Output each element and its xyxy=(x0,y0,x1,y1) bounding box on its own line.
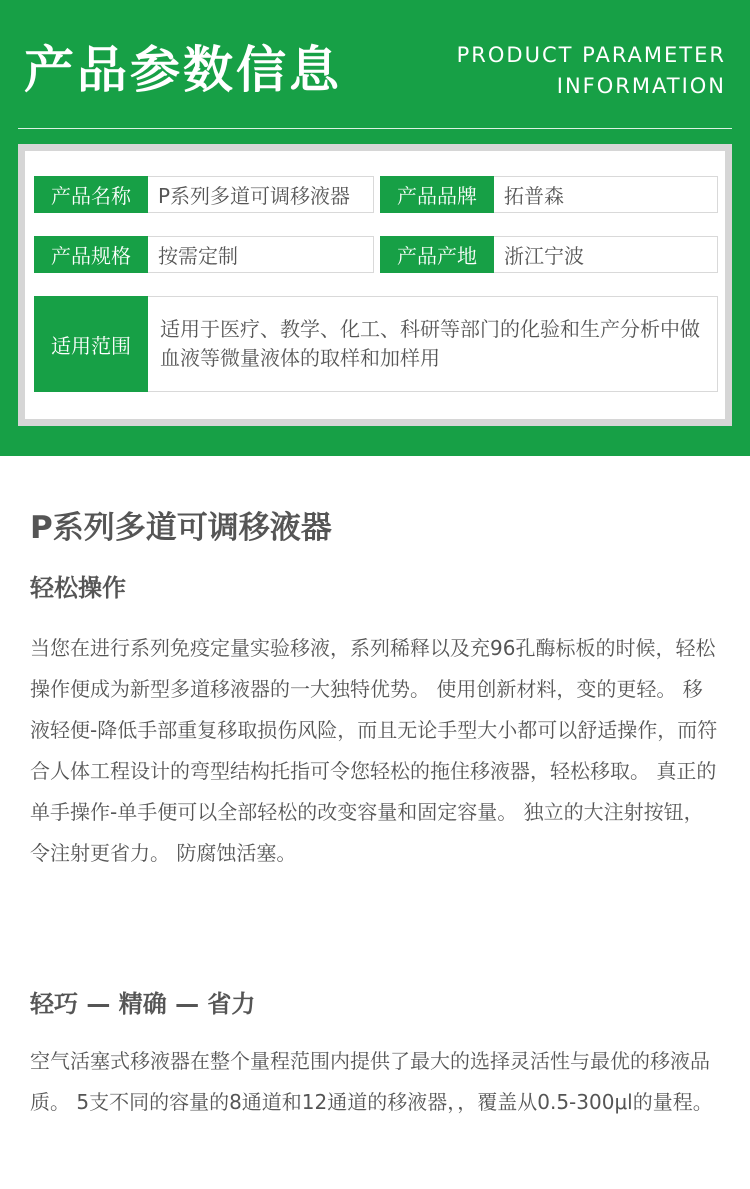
header-title-en xyxy=(457,40,726,102)
product-name-label: 产品名称 xyxy=(34,176,148,213)
param-row-spec-origin xyxy=(34,236,718,273)
product-spec-value: 按需定制 xyxy=(148,236,374,273)
product-scope-value: 适用于医疗、教学、化工、科研等部门的化验和生产分析中做血液等微量液体的取样和加样用 xyxy=(148,296,718,392)
param-row-name-brand xyxy=(34,176,718,213)
content-title: P系列多道可调移液器 xyxy=(30,510,332,546)
header-title-en-line2: INFORMATION xyxy=(556,74,726,98)
product-origin-value: 浙江宁波 xyxy=(494,236,718,273)
header-title-en-line1: PRODUCT PARAMETER xyxy=(456,43,726,67)
header-band xyxy=(0,0,750,456)
header-divider xyxy=(18,128,732,129)
section-heading-light-precise: 轻巧 — 精确 — 省力 xyxy=(30,990,256,1018)
parameter-panel xyxy=(18,144,732,426)
param-row-scope xyxy=(34,296,718,392)
section-heading-easy-operation: 轻松操作 xyxy=(30,574,126,602)
product-brand-label: 产品品牌 xyxy=(380,176,494,213)
section-text-easy-operation: 当您在进行系列免疫定量实验移液，系列稀释以及充96孔酶标板的时候，轻松操作便成为新型多道移液器的一大独特优势。 使用创新材料，变的更轻。 移液轻便-降低手部重复移取损伤风险，而且无论手型大小都可以舒适操作，而符合人体工程设计的弯型结构托指可令您轻松的拖住移液器，轻松移取。 真正的单手操作-单手便可以全部轻松的改变容量和固定容量。 独立的大注射按钮，令注射更省力。 防腐蚀活塞。 xyxy=(30,636,718,865)
product-origin-label: 产品产地 xyxy=(380,236,494,273)
section-text-light-precise: 空气活塞式移液器在整个量程范围内提供了最大的选择灵活性与最优的移液品质。 5支不同的容量的8通道和12通道的移液器，，覆盖从0.5-300μl的量程。 xyxy=(30,1049,713,1114)
product-spec-label: 产品规格 xyxy=(34,236,148,273)
product-name-value: P系列多道可调移液器 xyxy=(148,176,374,213)
header-title-cn: 产品参数信息 xyxy=(24,41,342,99)
product-brand-value: 拓普森 xyxy=(494,176,718,213)
product-scope-label: 适用范围 xyxy=(34,296,148,392)
